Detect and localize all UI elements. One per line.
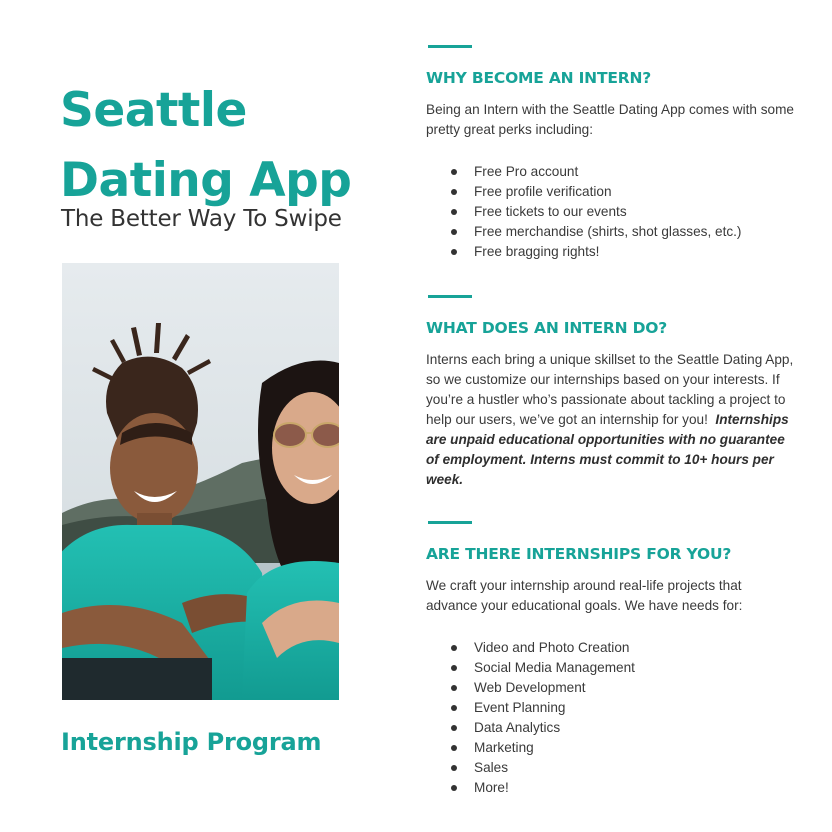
list-item: More! <box>426 778 796 798</box>
list-item: Free profile verification <box>426 182 796 202</box>
list-item: Video and Photo Creation <box>426 638 796 658</box>
section-what-intern-does <box>426 295 796 490</box>
list-item: Marketing <box>426 738 796 758</box>
brand-title: Seattle Dating App <box>60 83 352 208</box>
list-item: Event Planning <box>426 698 796 718</box>
section-heading: WHAT DOES AN INTERN DO? <box>426 319 668 337</box>
list-item: Free bragging rights! <box>426 242 796 262</box>
section-divider <box>428 295 472 298</box>
list-item: Data Analytics <box>426 718 796 738</box>
section-divider <box>428 45 472 48</box>
interns-photo <box>62 263 339 700</box>
section-internships-for-you <box>426 521 796 798</box>
section-heading: WHY BECOME AN INTERN? <box>426 69 652 87</box>
section-divider <box>428 521 472 524</box>
list-item: Sales <box>426 758 796 778</box>
list-item: Web Development <box>426 678 796 698</box>
section-heading: ARE THERE INTERNSHIPS FOR YOU? <box>426 545 732 563</box>
section-body <box>426 350 796 490</box>
list-item: Social Media Management <box>426 658 796 678</box>
perks-list <box>426 162 796 262</box>
list-item: Free merchandise (shirts, shot glasses, etc.) <box>426 222 796 242</box>
disclaimer-text: Internships are unpaid educational opportunities with no guarantee of employment. Interns must commit to 10+ hours per week. <box>426 412 789 487</box>
section-why-intern <box>426 45 796 262</box>
section-body: Being an Intern with the Seattle Dating App comes with some pretty great perks including: <box>426 102 794 137</box>
list-item: Free tickets to our events <box>426 202 796 222</box>
photo-two-smiling-people-icon <box>62 263 339 700</box>
program-title: Internship Program <box>61 728 322 756</box>
section-body: We craft your internship around real-life projects that advance your educational goals. We have needs for: <box>426 578 743 613</box>
brand-tagline: The Better Way To Swipe <box>61 206 342 232</box>
list-item: Free Pro account <box>426 162 796 182</box>
section-body-text: Interns each bring a unique skillset to the Seattle Dating App, so we customize our internships based on your interests. If you’re a hustler who’s passionate about tackling a project to help our users, we’ve got an internship for you! <box>426 352 794 427</box>
needs-list <box>426 638 796 798</box>
